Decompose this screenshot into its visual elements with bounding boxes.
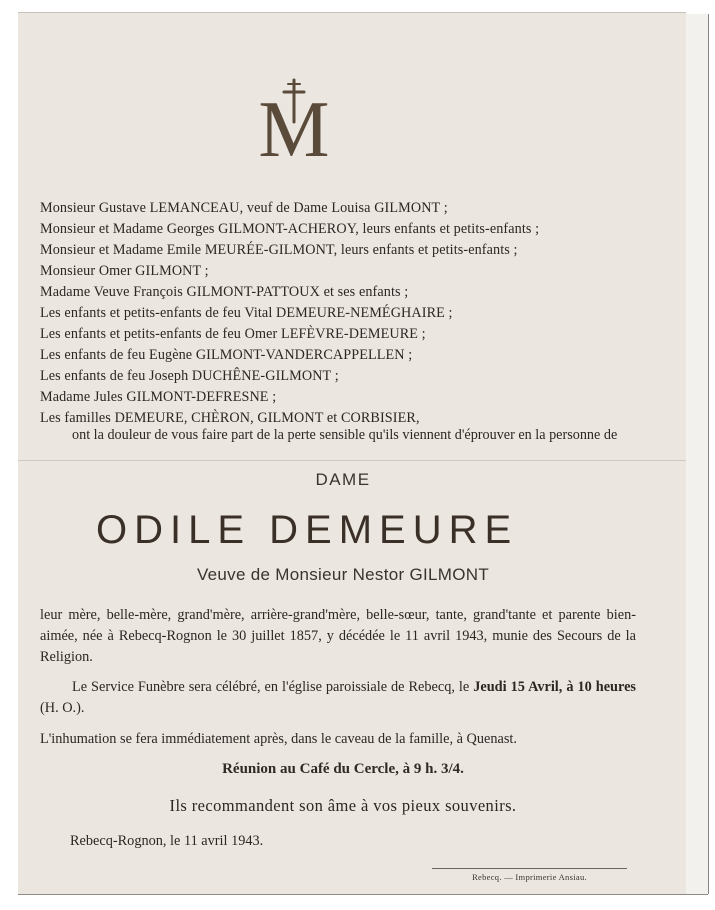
bottom-edge [18, 894, 708, 895]
printer-rule [432, 868, 627, 869]
details-paragraph: leur mère, belle-mère, grand'mère, arrière-grand'mère, belle-sœur, tante, grand'tante et parente bien-aimée, née à Rebecq-Rognon le 30 juillet 1857, y décédée le 11 avril 1943, munie des Secours de la Religion. [40, 607, 636, 665]
family-line: Les enfants de feu Eugène GILMONT-VANDERCAPPELLEN ; [40, 347, 413, 363]
family-line: Madame Jules GILMONT-DEFRESNE ; [40, 389, 277, 405]
deceased-name: ODILE DEMEURE [96, 508, 519, 552]
family-list [40, 198, 640, 429]
service-text: Le Service Funèbre sera célébré, en l'église paroissiale de Rebecq, le [72, 679, 474, 695]
widow-of-line: Veuve de Monsieur Nestor GILMONT [196, 565, 490, 584]
honorific-title: DAME [315, 470, 371, 489]
family-line: Madame Veuve François GILMONT-PATTOUX et ses enfants ; [40, 284, 409, 300]
family-line: Les enfants et petits-enfants de feu Omer LEFÈVRE-DEMEURE ; [40, 326, 426, 342]
page-edge [686, 14, 709, 894]
reunion-line: Réunion au Café du Cercle, à 9 h. 3/4. [222, 761, 464, 777]
service-when: Jeudi 15 Avril, à 10 heures [473, 679, 636, 695]
place-date: Rebecq-Rognon, le 11 avril 1943. [70, 833, 264, 849]
family-line: Monsieur Gustave LEMANCEAU, veuf de Dame Louisa GILMONT ; [40, 200, 448, 216]
marian-monogram [244, 78, 344, 174]
intro-paragraph: ont la douleur de vous faire part de la perte sensible qu'ils viennent d'éprouver en la personne de [72, 427, 618, 443]
family-line: Les enfants et petits-enfants de feu Vital DEMEURE-NEMÉGHAIRE ; [40, 305, 453, 321]
family-line: Monsieur et Madame Georges GILMONT-ACHEROY, leurs enfants et petits-enfants ; [40, 221, 540, 237]
service-paragraph [40, 677, 636, 719]
family-line: Monsieur Omer GILMONT ; [40, 263, 209, 279]
printer-credit: Rebecq. — Imprimerie Ansiau. [472, 872, 587, 882]
fold-line [18, 460, 686, 461]
burial-paragraph: L'inhumation se fera immédiatement après, dans le caveau de la famille, à Quenast. [40, 731, 517, 747]
monogram-letter: M [258, 86, 330, 174]
family-line: Monsieur et Madame Emile MEURÉE-GILMONT, leurs enfants et petits-enfants ; [40, 242, 518, 258]
recommendation-line: Ils recommandent son âme à vos pieux souvenirs. [169, 796, 517, 815]
service-after: (H. O.). [40, 700, 85, 716]
family-line: Les enfants de feu Joseph DUCHÊNE-GILMONT ; [40, 368, 339, 384]
family-line: Les familles DEMEURE, CHÈRON, GILMONT et CORBISIER, [40, 410, 420, 426]
